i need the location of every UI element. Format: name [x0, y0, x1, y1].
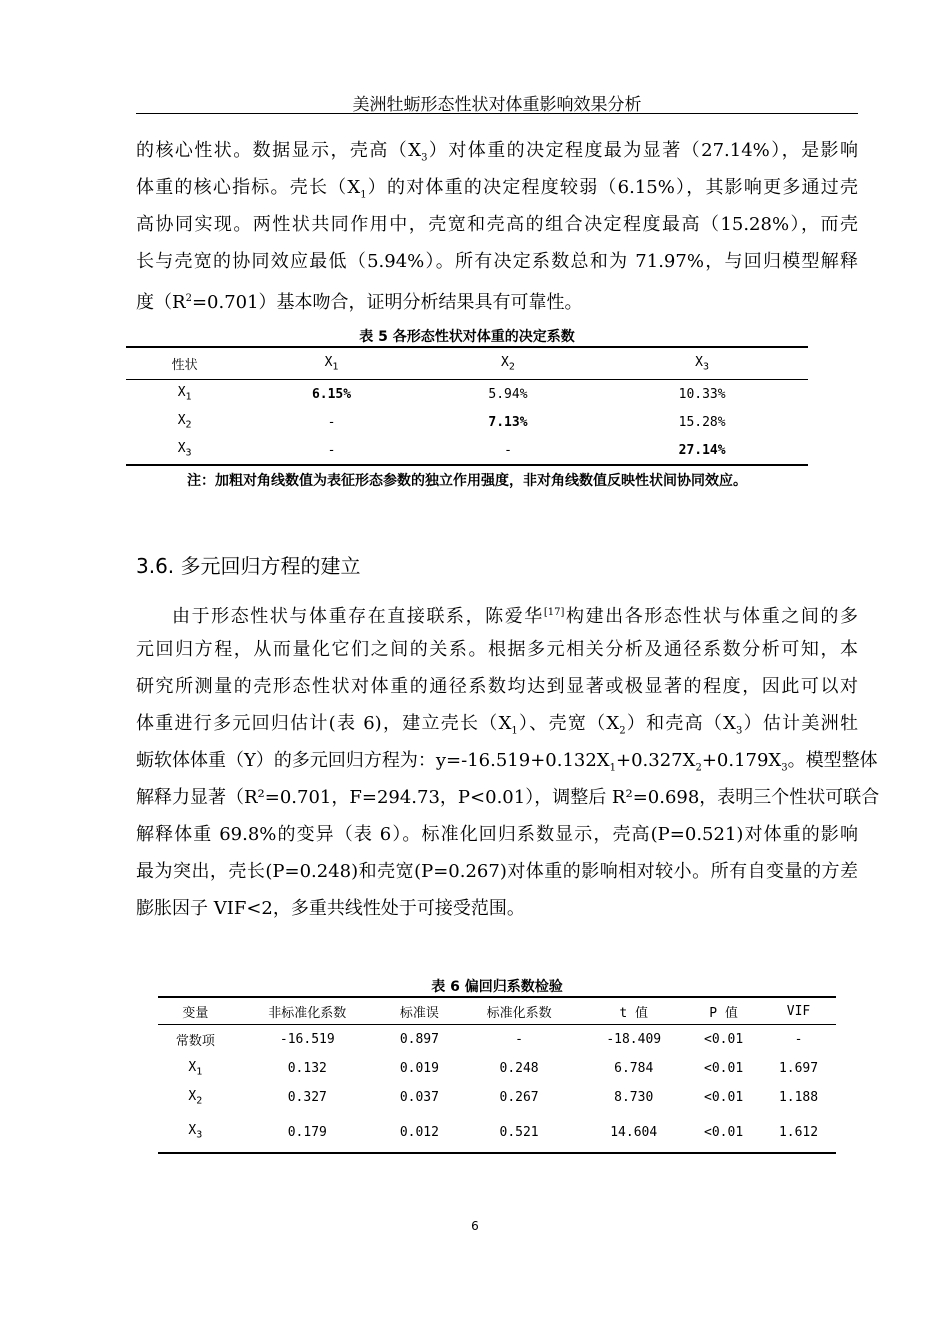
- table5-caption: 表 5 各形态性状对体重的决定系数: [359, 329, 575, 345]
- table-cell: 15.28%: [678, 414, 726, 430]
- text-line: [136, 853, 858, 890]
- text-segment: +0.327X: [616, 750, 696, 771]
- table-cell: $X_2$: [177, 413, 192, 431]
- table-row: [158, 1025, 836, 1055]
- text-line: [136, 668, 858, 705]
- table-cell: -: [504, 442, 512, 458]
- table-cell: 常数项: [175, 1034, 215, 1049]
- table-cell: $X_3$: [188, 1123, 203, 1141]
- text-segment: 构建出各形态性状与体重之间的多: [564, 606, 859, 627]
- text-line: [136, 779, 880, 816]
- table-row: [158, 1112, 836, 1153]
- table-cell: <0.01: [704, 1032, 744, 1047]
- table-cell: 10.33%: [678, 386, 726, 402]
- table-cell: [596, 436, 808, 465]
- text-segment: 解释体重 69.8%的变异（表 6）。标准化回归系数显示，壳高(P=0.521)对体重的影响: [136, 824, 858, 845]
- table-cell: 1.697: [778, 1061, 819, 1076]
- text-segment: 研究所测量的壳形态性状对体重的通径系数均达到显著或极显著的程度，因此可以对: [136, 676, 858, 697]
- text-segment: 的核心性状。数据显示，壳高（X: [136, 140, 422, 161]
- table-cell: $X_2$: [188, 1088, 203, 1107]
- subscript: 2: [508, 361, 515, 373]
- text-line: [136, 280, 858, 317]
- subscript: 3: [703, 361, 710, 373]
- table-cell: 8.730: [614, 1090, 654, 1105]
- table-row: [158, 1083, 836, 1112]
- column-header: 标准化系数: [457, 997, 581, 1025]
- subscript: 1: [511, 725, 518, 737]
- text-segment: 度（R: [136, 292, 186, 313]
- table-row: [126, 380, 808, 409]
- paragraph-regression: [136, 594, 880, 927]
- table5-determination-coefficients: [126, 346, 808, 466]
- text-segment: ）和壳高（X: [625, 713, 736, 734]
- subscript: 2: [185, 419, 192, 431]
- text-segment: ）估计美洲牡: [742, 713, 858, 734]
- column-header: 性状: [126, 347, 243, 380]
- text-line: [136, 594, 858, 631]
- table-header-row: [158, 997, 836, 1025]
- subscript: 3: [735, 725, 743, 737]
- table-cell: <0.01: [704, 1090, 744, 1105]
- table-cell: -: [515, 1032, 523, 1047]
- subscript: 1: [332, 361, 339, 373]
- subscript: 2: [695, 762, 702, 774]
- column-header: $X_3$: [596, 347, 808, 380]
- page-number: 6: [471, 1219, 479, 1233]
- text-segment: 元回归方程，从而量化它们之间的关系。根据多元相关分析及通径系数分析可知，本: [136, 639, 858, 660]
- table-cell: 0.132: [287, 1061, 327, 1076]
- table5-note: 注：加粗对角线数值为表征形态参数的独立作用强度，非对角线数值反映性状间协同效应。: [187, 473, 747, 489]
- subscript: 1: [196, 1066, 203, 1078]
- text-segment: ）的对体重的决定程度较弱（6.15%），其影响更多通过壳: [366, 177, 858, 198]
- subscript: 2: [196, 1095, 203, 1107]
- text-line: [136, 890, 858, 927]
- paragraph-determination: [136, 132, 858, 317]
- text-segment: =0.701）基本吻合，证明分析结果具有可靠性。: [191, 292, 583, 313]
- table-cell: 6.784: [614, 1061, 654, 1076]
- header-rule: [136, 113, 858, 114]
- column-header: $X_2$: [420, 347, 596, 380]
- text-segment: 解释力显著（R²=0.701，F=294.73，P<0.01），调整后 R²=0.698，表明三个性状可联合: [136, 787, 880, 808]
- running-header: 美洲牡蛎形态性状对体重影响效果分析: [352, 95, 642, 115]
- text-line: [136, 169, 858, 206]
- subscript: 1: [609, 762, 616, 774]
- text-segment: ）、壳宽（X: [517, 713, 620, 734]
- table-cell: 0.019: [399, 1061, 439, 1076]
- text-segment: 长与壳宽的协同效应最低（5.94%）。所有决定系数总和为 71.97%，与回归模型解释: [136, 251, 858, 272]
- superscript: [17]: [543, 607, 565, 618]
- table-header-row: [126, 347, 808, 380]
- text-segment: 蛎软体体重（Y）的多元回归方程为：y=-16.519+0.132X: [136, 750, 610, 771]
- text-segment: 。模型整体: [787, 750, 878, 771]
- diagonal-value: 7.13%: [488, 414, 528, 430]
- text-line: [136, 631, 858, 668]
- text-segment: 体重的核心指标。壳长（X: [136, 177, 361, 198]
- text-line: [136, 705, 858, 742]
- table-cell: 0.327: [287, 1090, 327, 1105]
- subscript: 2: [619, 725, 626, 737]
- table-cell: -16.519: [279, 1032, 335, 1047]
- text-segment: 由于形态性状与体重存在直接联系，陈爱华: [172, 606, 544, 627]
- text-segment: 最为突出，壳长(P=0.248)和壳宽(P=0.267)对体重的影响相对较小。所有自变量的方差: [136, 861, 858, 882]
- column-header: P 值: [686, 997, 761, 1025]
- table-row: [158, 1054, 836, 1083]
- text-line: [136, 206, 858, 243]
- table-cell: 5.94%: [488, 386, 528, 402]
- text-line: [136, 816, 858, 853]
- text-segment: 体重进行多元回归估计(表 6)，建立壳长（X: [136, 713, 512, 734]
- table-cell: 0.521: [499, 1124, 539, 1140]
- subscript: 3: [185, 447, 192, 459]
- table-cell: 0.248: [499, 1061, 539, 1076]
- table-cell: 0.179: [287, 1124, 327, 1140]
- text-line: [136, 742, 878, 779]
- table6-caption: 表 6 偏回归系数检验: [431, 979, 563, 995]
- table-cell: <0.01: [704, 1124, 744, 1140]
- column-header: $X_1$: [243, 347, 419, 380]
- subscript: 3: [781, 762, 788, 774]
- column-header: 标准误: [382, 997, 457, 1025]
- table-cell: -18.409: [606, 1032, 662, 1047]
- table-cell: $X_1$: [177, 385, 192, 403]
- text-line: [136, 132, 858, 169]
- table-cell: -: [327, 414, 336, 430]
- subscript: 3: [421, 152, 428, 164]
- text-segment: 高协同实现。两性状共同作用中，壳宽和壳高的组合决定程度最高（15.28%），而壳: [136, 214, 858, 235]
- text-segment: ）对体重的决定程度最为显著（27.14%），是影响: [427, 140, 858, 161]
- diagonal-value: 27.14%: [678, 442, 726, 458]
- table-cell: <0.01: [704, 1061, 744, 1076]
- column-header: t 值: [581, 997, 686, 1025]
- text-segment: +0.179X: [701, 750, 782, 771]
- table-cell: 1.612: [778, 1124, 819, 1140]
- table-cell: [243, 380, 419, 409]
- text-line: [136, 243, 858, 280]
- text-segment: 膨胀因子 VIF<2，多重共线性处于可接受范围。: [136, 898, 525, 919]
- diagonal-value: 6.15%: [311, 386, 352, 402]
- column-header: 非标准化系数: [233, 997, 382, 1025]
- table-cell: -: [794, 1032, 803, 1047]
- table-cell: 0.012: [399, 1124, 439, 1140]
- table-cell: 14.604: [610, 1124, 658, 1140]
- column-header: VIF: [761, 997, 836, 1025]
- table-cell: 0.037: [399, 1090, 439, 1105]
- table-cell: $X_3$: [177, 441, 192, 459]
- column-header: 变量: [158, 997, 233, 1025]
- table-cell: -: [327, 442, 336, 458]
- table-row: [126, 408, 808, 436]
- table6-partial-regression: [158, 996, 836, 1154]
- superscript: 2: [185, 293, 192, 304]
- table-cell: [420, 408, 596, 436]
- table-cell: 0.267: [499, 1090, 539, 1105]
- subscript: 1: [360, 189, 367, 201]
- subscript: 3: [196, 1129, 203, 1141]
- table-cell: 0.897: [399, 1032, 439, 1047]
- table-cell: 1.188: [778, 1090, 819, 1105]
- section-heading: 3.6. 多元回归方程的建立: [136, 554, 361, 578]
- table-row: [126, 436, 808, 465]
- subscript: 1: [185, 391, 192, 403]
- table-cell: $X_1$: [188, 1059, 203, 1078]
